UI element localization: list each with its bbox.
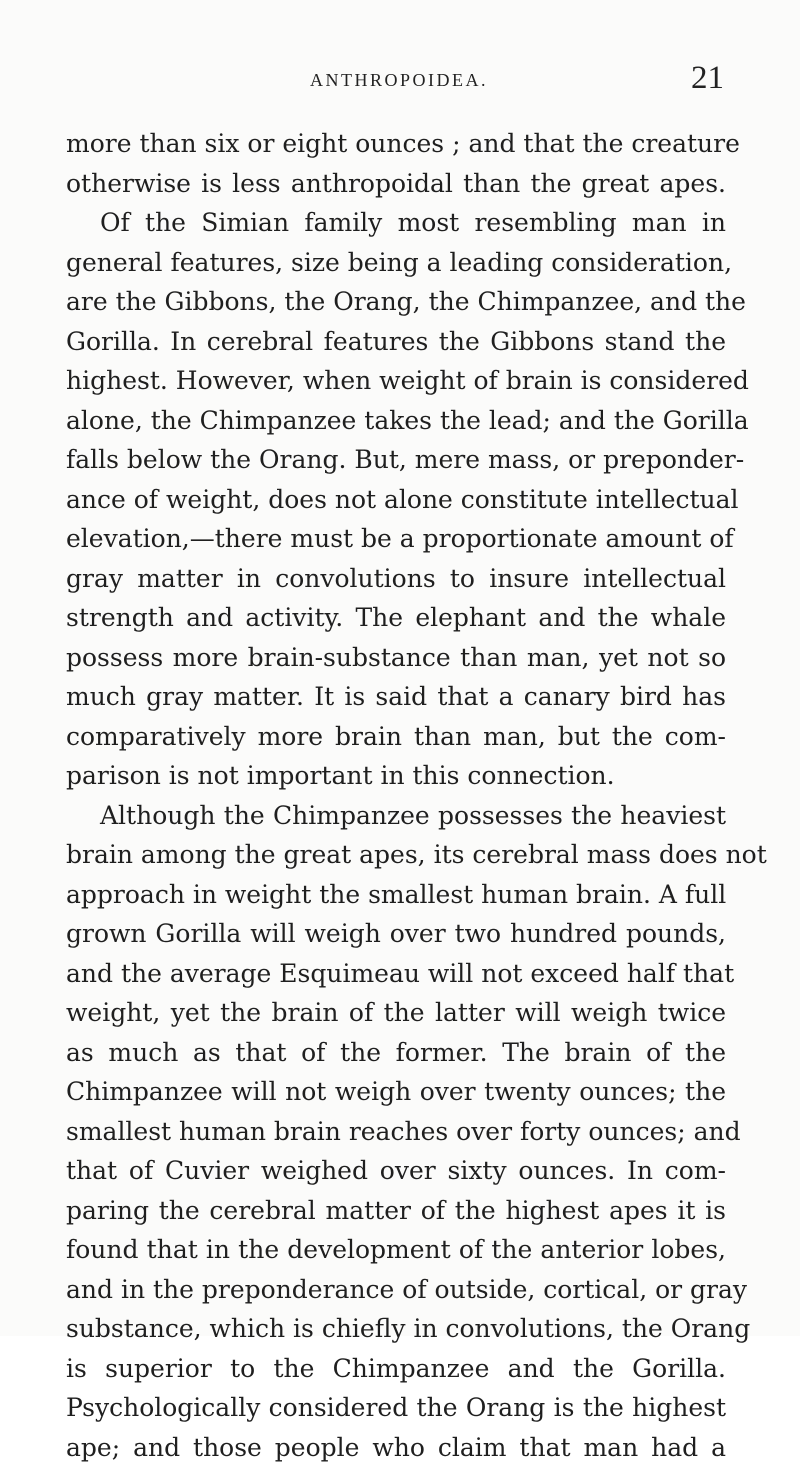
text-line: that of Cuvier weighed over sixty ounces. In com- xyxy=(66,1151,726,1191)
text-line: smallest human brain reaches over forty ounces; and xyxy=(66,1112,726,1152)
text-line: alone, the Chimpanzee takes the lead; and the Gorilla xyxy=(66,401,726,441)
text-line: highest. However, when weight of brain is considered xyxy=(66,361,726,401)
text-line: brain among the great apes, its cerebral mass does not xyxy=(66,835,726,875)
text-line: grown Gorilla will weigh over two hundred pounds, xyxy=(66,914,726,954)
text-line: and the average Esquimeau will not exceed half that xyxy=(66,954,726,994)
text-line: Psychologically considered the Orang is the highest xyxy=(66,1388,726,1428)
text-line: otherwise is less anthropoidal than the great apes. xyxy=(66,164,726,204)
text-line: are the Gibbons, the Orang, the Chimpanzee, and the xyxy=(66,282,726,322)
text-line: ance of weight, does not alone constitute intellectual xyxy=(66,480,726,520)
text-line: more than six or eight ounces ; and that the creature xyxy=(66,124,726,164)
text-line: as much as that of the former. The brain of the xyxy=(66,1033,726,1073)
text-line: substance, which is chiefly in convolutions, the Orang xyxy=(66,1309,726,1349)
text-line: gray matter in convolutions to insure intellectual xyxy=(66,559,726,599)
text-line: comparatively more brain than man, but the com- xyxy=(66,717,726,757)
text-line: much gray matter. It is said that a canary bird has xyxy=(66,677,726,717)
text-line: found that in the development of the anterior lobes, xyxy=(66,1230,726,1270)
text-line: approach in weight the smallest human brain. A full xyxy=(66,875,726,915)
text-line: possess more brain-substance than man, yet not so xyxy=(66,638,726,678)
text-line: Chimpanzee will not weigh over twenty ounces; the xyxy=(66,1072,726,1112)
running-header xyxy=(84,62,724,102)
running-title: ANTHROPOIDEA. xyxy=(310,70,488,91)
text-line: Of the Simian family most resembling man in xyxy=(66,203,726,243)
text-line: and in the preponderance of outside, cortical, or gray xyxy=(66,1270,726,1310)
text-line: falls below the Orang. But, mere mass, or preponder- xyxy=(66,440,726,480)
body-text xyxy=(66,124,726,1467)
text-line: ape; and those people who claim that man had a xyxy=(66,1428,726,1467)
text-line: strength and activity. The elephant and the whale xyxy=(66,598,726,638)
text-line: elevation,—there must be a proportionate amount of xyxy=(66,519,726,559)
text-line: is superior to the Chimpanzee and the Gorilla. xyxy=(66,1349,726,1389)
text-line: parison is not important in this connection. xyxy=(66,756,726,796)
text-line: paring the cerebral matter of the highest apes it is xyxy=(66,1191,726,1231)
text-line: Although the Chimpanzee possesses the heaviest xyxy=(66,796,726,836)
text-line: Gorilla. In cerebral features the Gibbons stand the xyxy=(66,322,726,362)
text-line: weight, yet the brain of the latter will weigh twice xyxy=(66,993,726,1033)
page-number: 21 xyxy=(691,62,724,94)
text-line: general features, size being a leading consideration, xyxy=(66,243,726,283)
